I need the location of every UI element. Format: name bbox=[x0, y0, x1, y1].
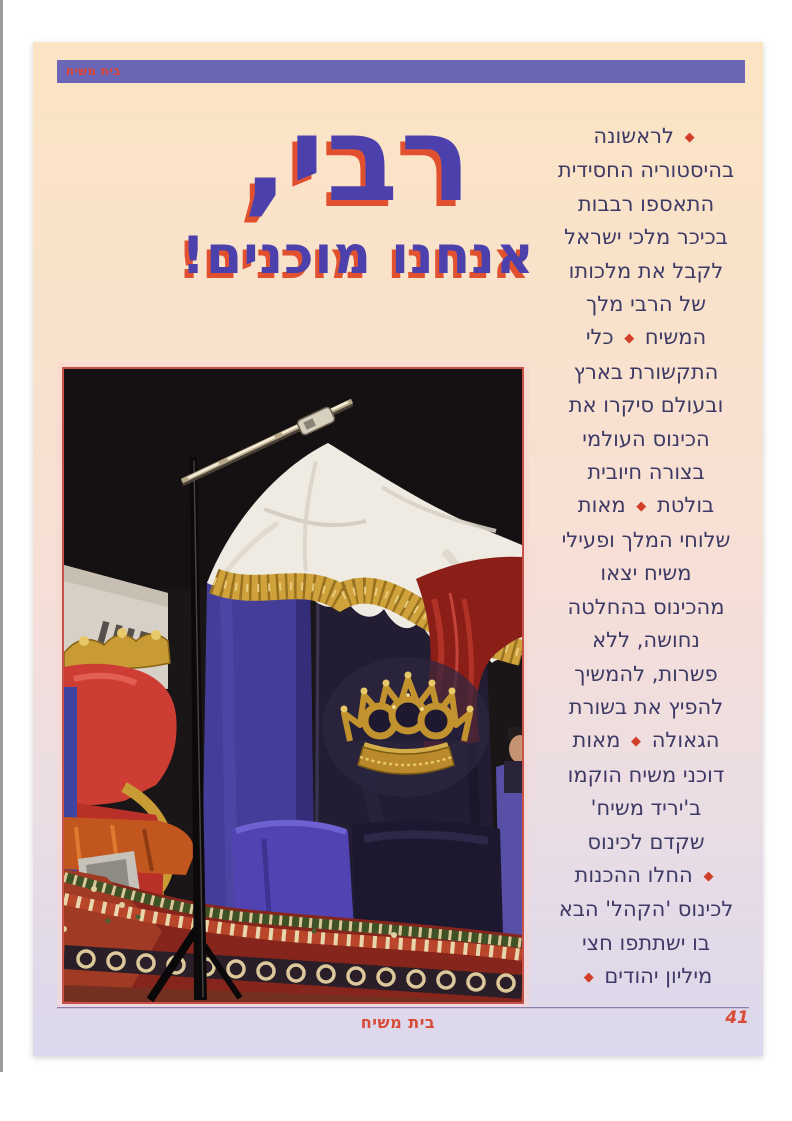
intro-line: בצורה חיובית bbox=[587, 460, 705, 485]
intro-line: נחושה, ללא bbox=[592, 628, 700, 653]
crown-icon bbox=[322, 657, 490, 797]
masthead-bar bbox=[57, 60, 745, 83]
event-photo bbox=[62, 367, 524, 1004]
intro-line: המשיח ◆ כלי bbox=[585, 325, 707, 350]
intro-line: התאספו רבבות bbox=[577, 191, 715, 216]
scan-edge-artifact bbox=[0, 0, 3, 1072]
title-line-2: אנחנו מוכנים! bbox=[181, 225, 535, 286]
intro-line: הכינוס העולמי bbox=[582, 426, 710, 451]
intro-line: פשרות, להמשיך bbox=[574, 661, 718, 686]
footer-rule bbox=[57, 1007, 749, 1008]
intro-line: ובעולם סיקרו את bbox=[568, 393, 724, 418]
footer-magazine-title: בית משיח bbox=[360, 1013, 436, 1032]
intro-line: התקשורת בארץ bbox=[573, 359, 719, 384]
intro-line: משיח יצאו bbox=[600, 561, 692, 586]
diamond-bullet-icon: ◆ bbox=[684, 130, 695, 145]
intro-line: הגאולה ◆ מאות bbox=[572, 728, 720, 753]
title-line-1: רבי, bbox=[242, 90, 474, 228]
diamond-bullet-icon: ◆ bbox=[703, 868, 714, 884]
intro-line: לכינוס 'הקהל' הבא bbox=[558, 897, 734, 922]
intro-line: ◆ לראשונה bbox=[537, 120, 755, 154]
intro-line: בולטת ◆ מאות bbox=[577, 493, 715, 518]
article-title bbox=[118, 90, 598, 286]
diamond-bullet-icon: ◆ bbox=[583, 970, 594, 986]
diamond-bullet-icon: ◆ bbox=[624, 331, 635, 347]
intro-line: דוכני משיח הוקמו bbox=[567, 762, 725, 787]
intro-line: שלוחי המלך ופעילי bbox=[561, 527, 731, 552]
diamond-bullet-icon: ◆ bbox=[631, 734, 642, 750]
intro-line: מהכינוס בהחלטה bbox=[567, 594, 725, 619]
intro-line: לקבל את מלכותו bbox=[568, 258, 724, 283]
diamond-bullet-icon: ◆ bbox=[636, 499, 647, 515]
intro-column bbox=[537, 120, 755, 995]
intro-line: ב'יריד משיח' bbox=[590, 796, 702, 821]
page-number: 41 bbox=[725, 1008, 749, 1028]
photo-illustration bbox=[64, 369, 522, 1002]
intro-line: של הרבי מלך bbox=[585, 292, 707, 317]
intro-line: מיליון יהודים ◆ bbox=[537, 960, 755, 994]
intro-line: בו ישתתפו חצי bbox=[581, 930, 711, 955]
magazine-page bbox=[33, 42, 763, 1056]
intro-line: בהיסטוריה החסידית bbox=[557, 158, 735, 183]
intro-line: ◆ החלו ההכנות bbox=[537, 859, 755, 893]
intro-line: להפיץ את בשורת bbox=[568, 694, 724, 719]
intro-line: בכיכר מלכי ישראל bbox=[564, 225, 728, 250]
masthead-title: בית משיח bbox=[66, 64, 121, 78]
intro-line: שקדם לכינוס bbox=[587, 829, 705, 854]
